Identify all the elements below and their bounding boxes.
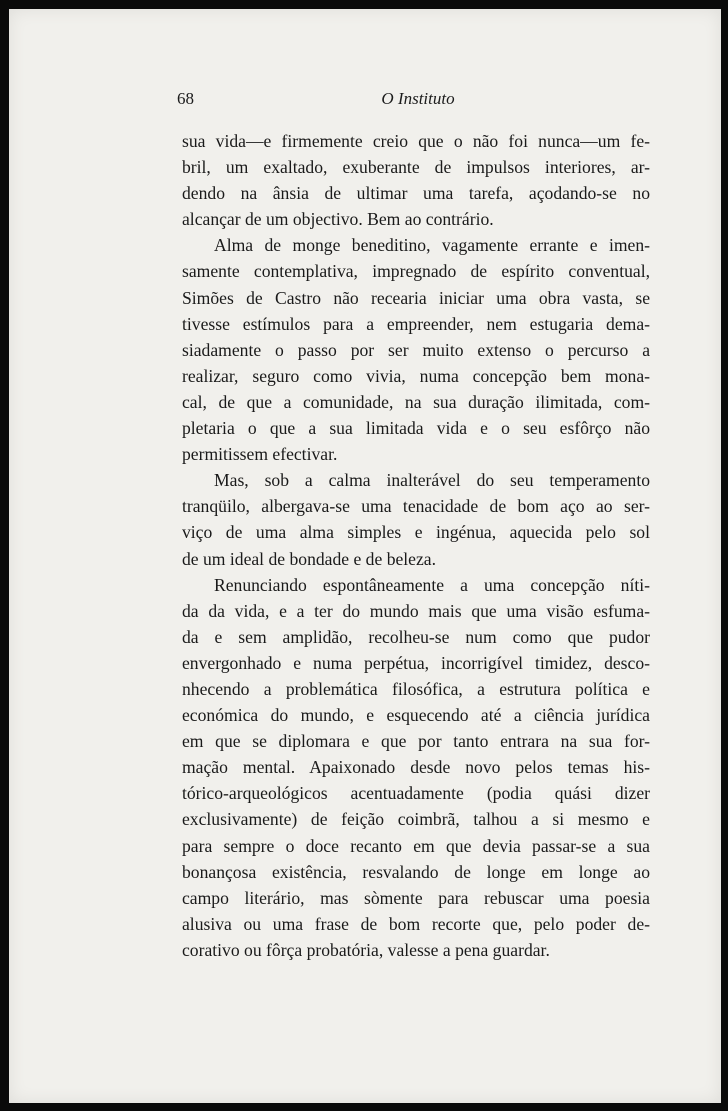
body-text bbox=[182, 128, 650, 963]
text-line: sua vida—e firmemente creio que o não foi nunca—um fe- bbox=[182, 131, 650, 151]
text-line: viço de uma alma simples e ingénua, aquecida pelo sol bbox=[182, 522, 650, 543]
text-line: dendo na ânsia de ultimar uma tarefa, açodando-se no bbox=[182, 183, 650, 204]
text-line: em que se diplomara e que por tanto entrara na sua for- bbox=[182, 731, 650, 752]
text-line: alusiva ou uma frase de bom recorte que, pelo poder de- bbox=[182, 913, 650, 934]
text-line: para sempre o doce recanto em que devia passar-se a sua bbox=[182, 835, 650, 856]
text-line: realizar, seguro como vivia, numa concepção bem mona- bbox=[182, 365, 650, 386]
text-line: tranqüilo, albergava-se uma tenacidade de bom aço ao ser- bbox=[182, 496, 650, 517]
paragraph bbox=[182, 467, 650, 571]
text-line: tivesse estímulos para a empreender, nem estugaria dema- bbox=[182, 313, 650, 334]
text-line: Renunciando espontâneamente a uma concepção níti- bbox=[214, 574, 650, 595]
page-header bbox=[177, 89, 649, 113]
text-line: bril, um exaltado, exuberante de impulsos interiores, ar- bbox=[182, 157, 650, 178]
paragraph bbox=[182, 128, 650, 232]
text-line: permitissem efectivar. bbox=[182, 444, 338, 465]
text-line: siadamente o passo por ser muito extenso o percurso a bbox=[182, 339, 650, 360]
page-number: 68 bbox=[177, 89, 194, 108]
text-line: samente contemplativa, impregnado de espírito conventual, bbox=[182, 261, 650, 282]
text-line: campo literário, mas sòmente para rebuscar uma poesia bbox=[182, 887, 650, 908]
text-line: de um ideal de bondade e de beleza. bbox=[182, 548, 437, 569]
book-page bbox=[9, 9, 721, 1103]
text-line: corativo ou fôrça probatória, valesse a pena guardar. bbox=[182, 939, 550, 960]
paragraph bbox=[182, 572, 650, 963]
text-line: económica do mundo, e esquecendo até a ciência jurídica bbox=[182, 705, 650, 726]
text-line: bonançosa existência, resvalando de longe em longe ao bbox=[182, 861, 650, 882]
text-line: nhecendo a problemática filosófica, a estrutura política e bbox=[182, 678, 650, 699]
text-line: pletaria o que a sua limitada vida e o seu esfôrço não bbox=[182, 418, 650, 439]
text-line: envergonhado e numa perpétua, incorrigível timidez, desco- bbox=[182, 652, 650, 673]
text-line: da da vida, e a ter do mundo mais que uma visão esfuma- bbox=[182, 600, 650, 621]
text-line: tórico-arqueológicos acentuadamente (podia quási dizer bbox=[182, 783, 650, 804]
text-line: Alma de monge beneditino, vagamente errante e imen- bbox=[214, 235, 650, 256]
text-line: alcançar de um objectivo. Bem ao contrário. bbox=[182, 209, 494, 230]
text-line: da e sem amplidão, recolheu-se num como que pudor bbox=[182, 626, 650, 647]
text-line: Mas, sob a calma inalterável do seu temperamento bbox=[214, 470, 650, 491]
text-line: exclusivamente) de feição coimbrã, talhou a si mesmo e bbox=[182, 809, 650, 830]
paragraph bbox=[182, 232, 650, 467]
text-line: Simões de Castro não recearia iniciar uma obra vasta, se bbox=[182, 287, 650, 308]
running-title: O Instituto bbox=[381, 89, 455, 108]
text-line: cal, de que a comunidade, na sua duração ilimitada, com- bbox=[182, 391, 650, 412]
text-line: mação mental. Apaixonado desde novo pelos temas his- bbox=[182, 757, 650, 778]
